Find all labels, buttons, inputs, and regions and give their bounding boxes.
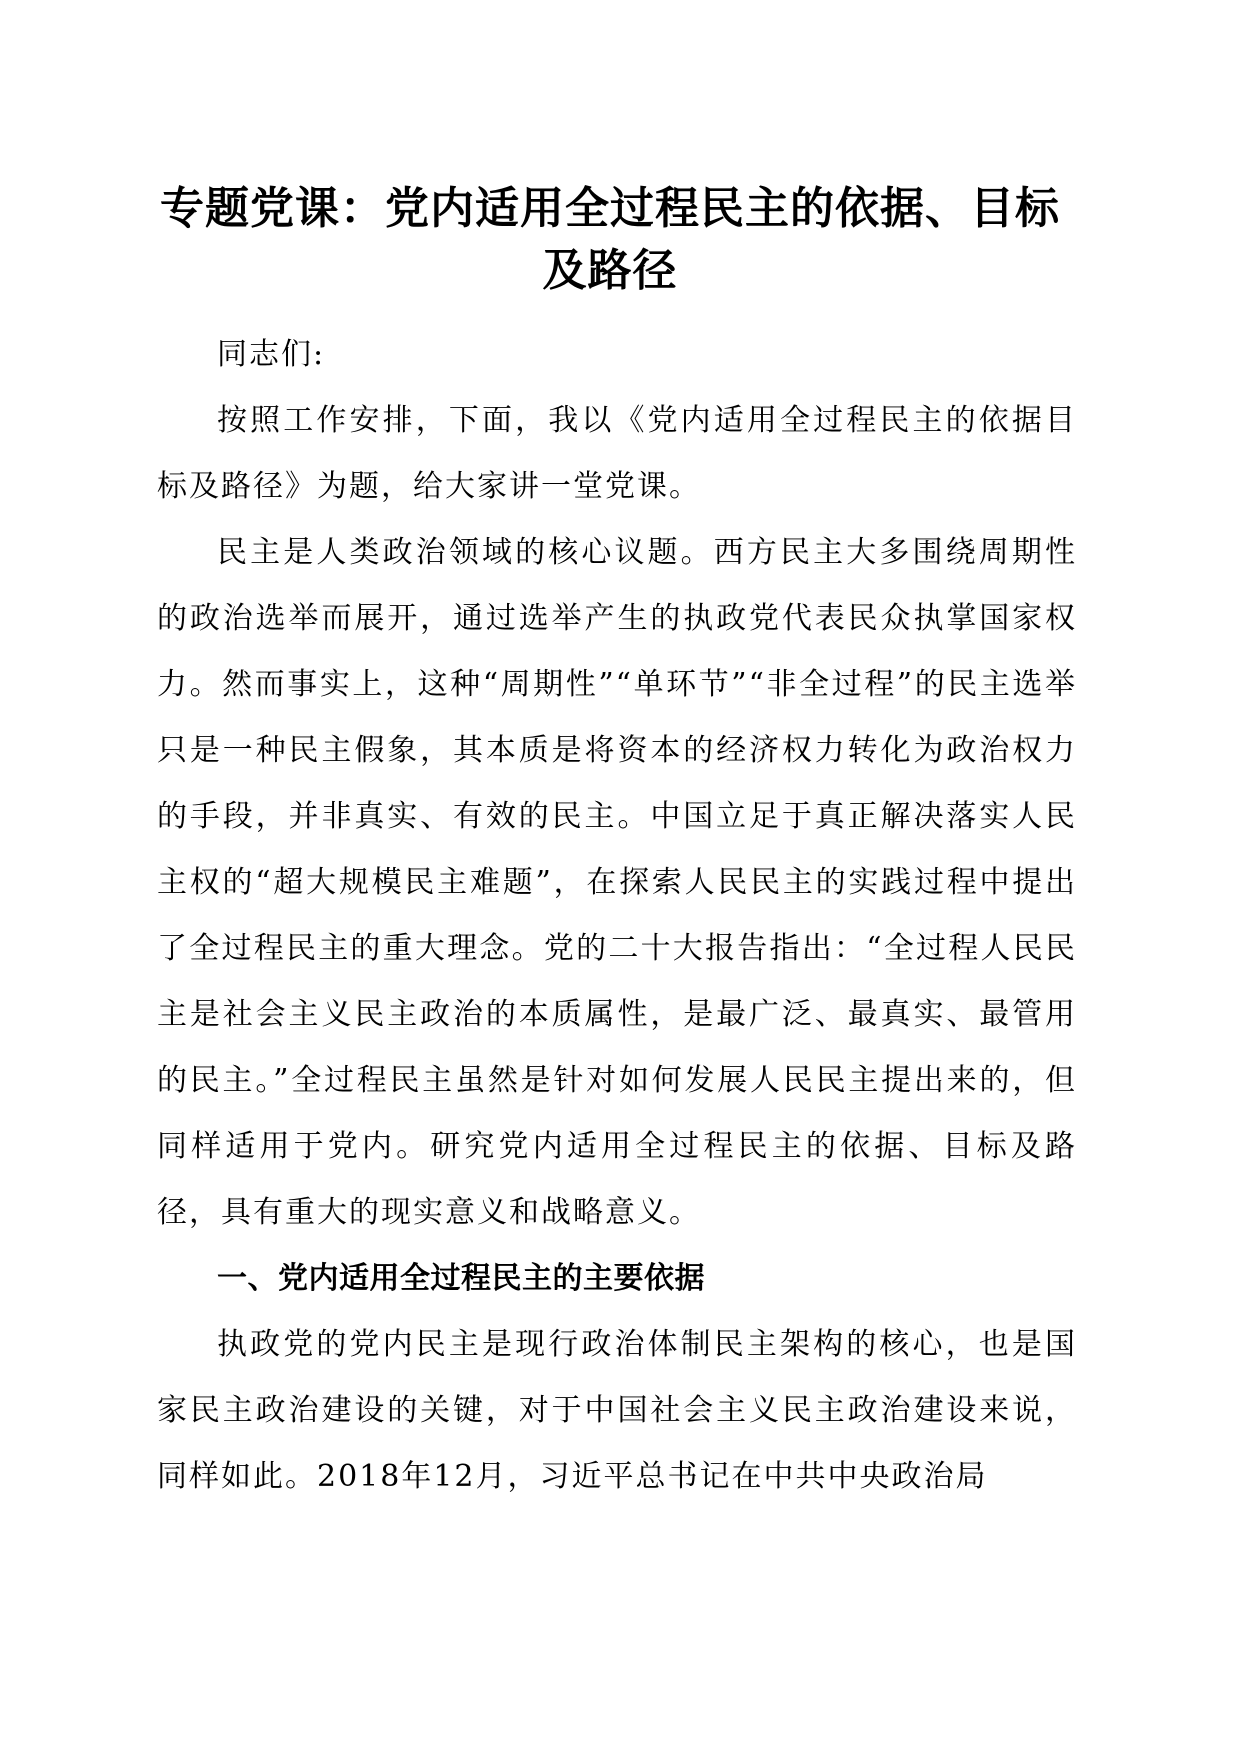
paragraph-democracy: 民主是人类政治领域的核心议题。西方民主大多围绕周期性的政治选举而展开，通过选举产生的执政党代表民众执掌国家权力。然而事实上，这种“周期性”“单环节”“非全过程”的民主选举只是一种民主假象，其本质是将资本的经济权力转化为政治权力的手段，并非真实、有效的民主。中国立足于真正解决落实人民主权的“超大规模民主难题”，在探索人民民主的实践过程中提出了全过程民主的重大理念。党的二十大报告指出：“全过程人民民主是社会主义民主政治的本质属性，是最广泛、最真实、最管用的民主。”全过程民主虽然是针对如何发展人民民主提出来的，但同样适用于党内。研究党内适用全过程民主的依据、目标及路径，具有重大的现实意义和战略意义。 (157, 535, 1077, 1230)
document-title (140, 178, 1080, 302)
document-body (157, 322, 1077, 1510)
title-line-2: 及路径 (542, 245, 678, 296)
paragraph-section-1: 执政党的党内民主是现行政治体制民主架构的核心，也是国家民主政治建设的关键，对于中国社会主义民主政治建设来说，同样如此。2018年12月，习近平总书记在中共中央政治局 (157, 1327, 1077, 1494)
paragraph-intro: 按照工作安排，下面，我以《党内适用全过程民主的依据目标及路径》为题，给大家讲一堂党课。 (157, 403, 1077, 504)
section-heading-1: 一、党内适用全过程民主的主要依据 (217, 1261, 705, 1296)
salutation: 同志们: (217, 337, 326, 372)
title-line-1: 专题党课：党内适用全过程民主的依据、目标 (160, 183, 1060, 234)
